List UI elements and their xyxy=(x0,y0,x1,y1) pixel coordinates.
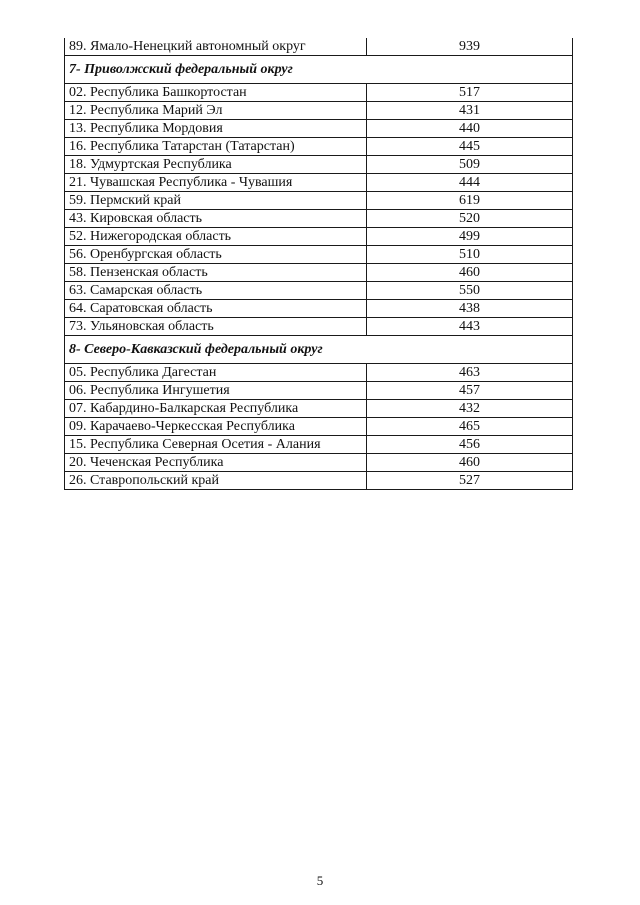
region-value: 520 xyxy=(367,210,573,228)
region-value: 527 xyxy=(367,472,573,490)
table-row xyxy=(65,102,573,120)
region-name: 07. Кабардино-Балкарская Республика xyxy=(65,400,367,418)
table-row xyxy=(65,84,573,102)
table-row xyxy=(65,192,573,210)
region-name: 16. Республика Татарстан (Татарстан) xyxy=(65,138,367,156)
region-name: 43. Кировская область xyxy=(65,210,367,228)
table-row xyxy=(65,38,573,56)
region-name: 63. Самарская область xyxy=(65,282,367,300)
region-value: 460 xyxy=(367,454,573,472)
regions-table xyxy=(64,38,573,490)
region-name: 15. Республика Северная Осетия - Алания xyxy=(65,436,367,454)
table-row xyxy=(65,174,573,192)
region-name: 21. Чувашская Республика - Чувашия xyxy=(65,174,367,192)
region-name: 26. Ставропольский край xyxy=(65,472,367,490)
table-row xyxy=(65,138,573,156)
region-name: 12. Республика Марий Эл xyxy=(65,102,367,120)
region-name: 59. Пермский край xyxy=(65,192,367,210)
region-value: 550 xyxy=(367,282,573,300)
table-row xyxy=(65,120,573,138)
region-value: 460 xyxy=(367,264,573,282)
table-row xyxy=(65,400,573,418)
region-name: 89. Ямало-Ненецкий автономный округ xyxy=(65,38,367,56)
table-row xyxy=(65,156,573,174)
region-value: 457 xyxy=(367,382,573,400)
region-value: 619 xyxy=(367,192,573,210)
region-name: 58. Пензенская область xyxy=(65,264,367,282)
section-header xyxy=(65,336,573,364)
region-name: 02. Республика Башкортостан xyxy=(65,84,367,102)
table-row xyxy=(65,246,573,264)
region-value: 431 xyxy=(367,102,573,120)
region-name: 13. Республика Мордовия xyxy=(65,120,367,138)
section-title: 8- Северо-Кавказский федеральный округ xyxy=(65,336,573,364)
table-row xyxy=(65,318,573,336)
region-name: 20. Чеченская Республика xyxy=(65,454,367,472)
section-title: 7- Приволжский федеральный округ xyxy=(65,56,573,84)
region-value: 432 xyxy=(367,400,573,418)
region-name: 52. Нижегородская область xyxy=(65,228,367,246)
region-value: 517 xyxy=(367,84,573,102)
region-value: 443 xyxy=(367,318,573,336)
table-row xyxy=(65,364,573,382)
table-row xyxy=(65,418,573,436)
table-row xyxy=(65,282,573,300)
section-header xyxy=(65,56,573,84)
table-row xyxy=(65,436,573,454)
region-value: 465 xyxy=(367,418,573,436)
region-value: 939 xyxy=(367,38,573,56)
region-name: 05. Республика Дагестан xyxy=(65,364,367,382)
region-value: 438 xyxy=(367,300,573,318)
table-row xyxy=(65,454,573,472)
table-row xyxy=(65,382,573,400)
table-row xyxy=(65,300,573,318)
region-name: 18. Удмуртская Республика xyxy=(65,156,367,174)
table-row xyxy=(65,264,573,282)
region-value: 510 xyxy=(367,246,573,264)
region-name: 09. Карачаево-Черкесская Республика xyxy=(65,418,367,436)
page-number: 5 xyxy=(316,873,324,888)
region-name: 64. Саратовская область xyxy=(65,300,367,318)
region-name: 06. Республика Ингушетия xyxy=(65,382,367,400)
table-row xyxy=(65,228,573,246)
region-value: 499 xyxy=(367,228,573,246)
region-value: 463 xyxy=(367,364,573,382)
region-value: 456 xyxy=(367,436,573,454)
table-row xyxy=(65,210,573,228)
region-name: 56. Оренбургская область xyxy=(65,246,367,264)
region-value: 444 xyxy=(367,174,573,192)
region-value: 445 xyxy=(367,138,573,156)
region-name: 73. Ульяновская область xyxy=(65,318,367,336)
region-value: 440 xyxy=(367,120,573,138)
table-row xyxy=(65,472,573,490)
region-value: 509 xyxy=(367,156,573,174)
